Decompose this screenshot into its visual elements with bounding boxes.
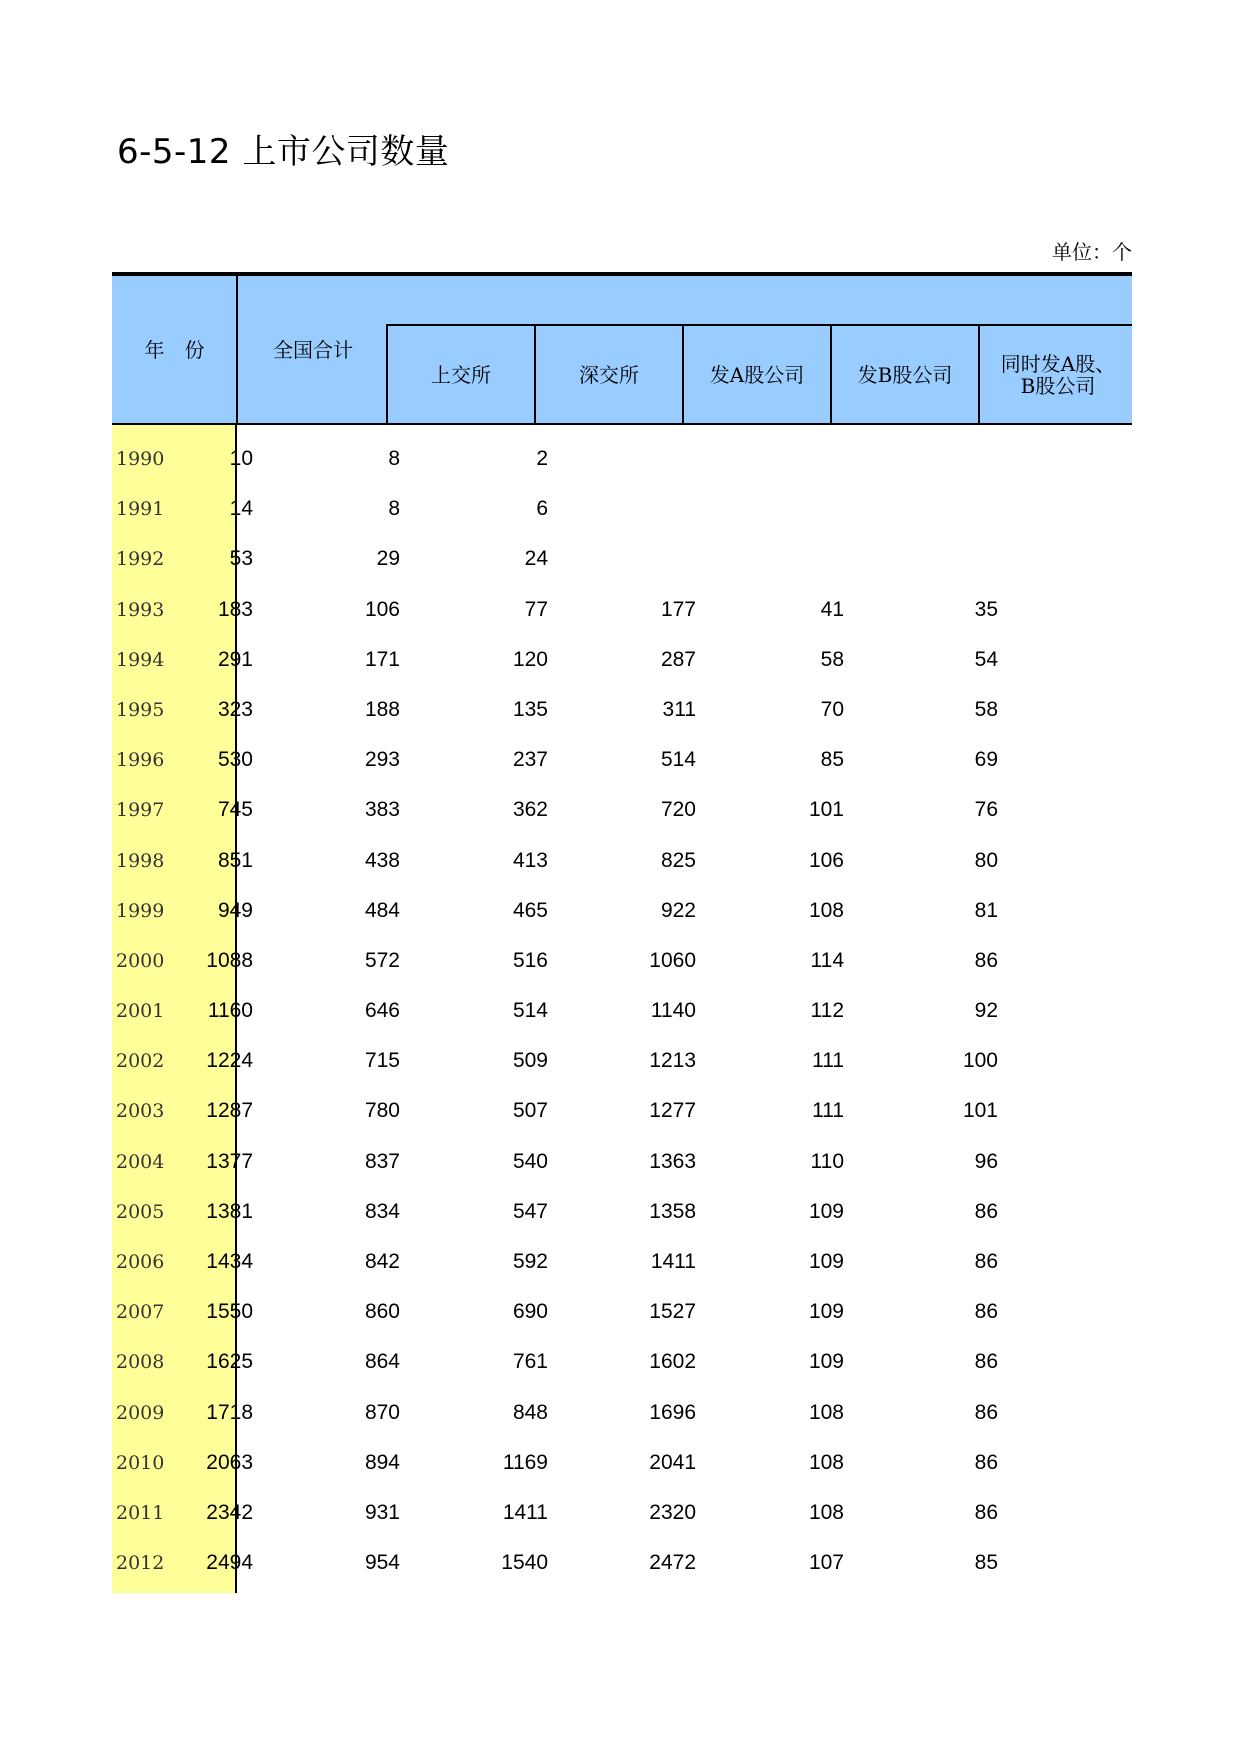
cell-szse: 592 — [512, 1250, 548, 1273]
table-row — [112, 1038, 1132, 1088]
header-szse: 深交所 — [579, 362, 639, 387]
cell-sse: 860 — [364, 1300, 400, 1324]
cell-b-share: 108 — [808, 1400, 844, 1424]
cell-a-share: 1602 — [649, 1350, 696, 1374]
cell-szse: 509 — [512, 1049, 548, 1073]
cell-ab-share: 86 — [974, 1500, 998, 1524]
cell-year: 2012 — [116, 1552, 165, 1575]
cell-a-share: 1527 — [649, 1300, 696, 1324]
table-row — [112, 1540, 1132, 1590]
cell-sse: 188 — [364, 697, 400, 721]
cell-ab-share: 86 — [974, 1450, 998, 1474]
table-row — [112, 1088, 1132, 1138]
table-row — [112, 1289, 1132, 1339]
cell-sse: 894 — [364, 1450, 400, 1474]
cell-a-share: 1363 — [649, 1149, 696, 1173]
cell-b-share: 111 — [812, 1099, 844, 1123]
cell-sse: 8 — [388, 497, 400, 521]
cell-b-share: 106 — [808, 848, 844, 872]
cell-b-share: 109 — [808, 1250, 844, 1273]
cell-ab-share: 96 — [974, 1149, 998, 1173]
cell-year: 1996 — [116, 749, 165, 772]
cell-a-share: 287 — [660, 647, 696, 671]
table-body — [112, 436, 1132, 1590]
cell-a-share: 1213 — [649, 1049, 696, 1073]
cell-a-share: 922 — [660, 898, 696, 922]
cell-szse: 6 — [536, 497, 548, 521]
cell-ab-share: 86 — [974, 1300, 998, 1324]
cell-sse: 293 — [364, 748, 400, 772]
cell-total: 745 — [217, 798, 253, 822]
header-year: 年 份 — [144, 337, 205, 362]
cell-sse: 780 — [364, 1099, 400, 1123]
cell-szse: 413 — [512, 848, 548, 872]
table-row — [112, 988, 1132, 1038]
cell-sse: 931 — [364, 1500, 400, 1524]
cell-ab-share: 54 — [974, 647, 998, 671]
cell-total: 1160 — [207, 999, 253, 1023]
cell-sse: 864 — [364, 1350, 400, 1374]
cell-total: 1718 — [206, 1400, 253, 1424]
cell-year: 2006 — [116, 1251, 165, 1273]
table-header — [112, 272, 1132, 425]
cell-year: 2007 — [116, 1301, 165, 1324]
cell-b-share: 70 — [820, 697, 844, 721]
page-title: 6-5-12 上市公司数量 — [117, 132, 450, 172]
cell-szse: 761 — [512, 1350, 548, 1374]
cell-total: 1088 — [206, 948, 253, 972]
cell-szse: 516 — [512, 948, 548, 972]
cell-sse: 484 — [364, 898, 400, 922]
cell-total: 2342 — [206, 1500, 253, 1524]
cell-b-share: 108 — [808, 1500, 844, 1524]
unit-label: 单位：个 — [1052, 240, 1132, 264]
cell-total: 323 — [217, 697, 253, 721]
cell-a-share: 1140 — [650, 999, 696, 1023]
cell-szse: 507 — [512, 1099, 548, 1123]
table-row — [112, 1189, 1132, 1239]
table-row — [112, 838, 1132, 888]
cell-year: 2002 — [116, 1050, 165, 1073]
cell-szse: 237 — [512, 748, 548, 772]
table-row — [112, 1239, 1132, 1289]
table-row — [112, 1390, 1132, 1440]
cell-ab-share: 101 — [962, 1099, 998, 1123]
cell-year: 1997 — [116, 799, 165, 822]
cell-a-share: 1060 — [649, 948, 696, 972]
cell-sse: 383 — [364, 798, 400, 822]
cell-year: 1993 — [116, 598, 165, 621]
header-total: 全国合计 — [273, 337, 353, 362]
cell-total: 530 — [217, 748, 253, 772]
cell-ab-share: 85 — [974, 1551, 998, 1575]
cell-sse: 715 — [364, 1049, 400, 1073]
cell-a-share: 1358 — [649, 1199, 696, 1223]
cell-a-share: 825 — [660, 848, 696, 872]
table-row — [112, 486, 1132, 536]
cell-ab-share: 69 — [974, 748, 998, 772]
cell-total: 1550 — [206, 1300, 253, 1324]
cell-b-share: 107 — [808, 1551, 844, 1575]
cell-ab-share: 58 — [974, 697, 998, 721]
cell-ab-share: 81 — [974, 898, 998, 922]
cell-a-share: 177 — [660, 597, 696, 621]
cell-year: 2008 — [116, 1351, 165, 1374]
cell-year: 2011 — [116, 1501, 165, 1524]
cell-b-share: 109 — [808, 1300, 844, 1324]
cell-ab-share: 86 — [974, 1199, 998, 1223]
cell-a-share: 311 — [662, 697, 696, 721]
cell-total: 183 — [217, 597, 253, 621]
cell-b-share: 108 — [808, 1450, 844, 1474]
cell-ab-share: 86 — [974, 1400, 998, 1424]
table-row — [112, 1339, 1132, 1389]
table-row — [112, 536, 1132, 586]
cell-szse: 77 — [524, 597, 548, 621]
cell-total: 14 — [229, 497, 253, 521]
cell-year: 1998 — [116, 849, 165, 872]
cell-sse: 29 — [376, 547, 400, 571]
cell-szse: 1169 — [502, 1450, 548, 1474]
cell-b-share: 114 — [810, 948, 844, 972]
cell-a-share: 2472 — [649, 1551, 696, 1575]
cell-szse: 540 — [512, 1149, 548, 1173]
cell-szse: 514 — [512, 999, 548, 1023]
cell-szse: 135 — [512, 697, 548, 721]
cell-year: 1990 — [116, 448, 165, 470]
cell-year: 2009 — [116, 1401, 165, 1424]
cell-b-share: 41 — [820, 597, 844, 621]
cell-total: 1381 — [206, 1199, 253, 1223]
cell-szse: 690 — [512, 1300, 548, 1324]
cell-year: 1999 — [116, 899, 165, 922]
cell-szse: 120 — [512, 647, 548, 671]
cell-a-share: 2320 — [649, 1500, 696, 1524]
cell-year: 2001 — [116, 1000, 165, 1023]
cell-b-share: 58 — [820, 647, 844, 671]
cell-total: 291 — [217, 647, 253, 671]
cell-total: 851 — [217, 848, 253, 872]
table-row — [112, 587, 1132, 637]
cell-sse: 834 — [364, 1199, 400, 1223]
header-b-share: 发B股公司 — [857, 362, 953, 387]
cell-a-share: 1696 — [649, 1400, 696, 1424]
cell-sse: 106 — [364, 597, 400, 621]
cell-a-share: 1411 — [650, 1250, 696, 1273]
header-divider — [978, 324, 980, 423]
cell-ab-share: 92 — [974, 999, 998, 1023]
cell-szse: 24 — [524, 547, 548, 571]
cell-szse: 848 — [512, 1400, 548, 1424]
cell-b-share: 109 — [808, 1350, 844, 1374]
table-row — [112, 687, 1132, 737]
cell-year: 2004 — [116, 1150, 165, 1173]
cell-total: 1377 — [206, 1149, 253, 1173]
cell-a-share: 2041 — [649, 1450, 696, 1474]
cell-sse: 438 — [364, 848, 400, 872]
cell-total: 2494 — [206, 1551, 253, 1575]
cell-sse: 870 — [364, 1400, 400, 1424]
cell-total: 949 — [217, 898, 253, 922]
table-row — [112, 938, 1132, 988]
cell-ab-share: 86 — [974, 1350, 998, 1374]
table-row — [112, 787, 1132, 837]
cell-b-share: 108 — [808, 898, 844, 922]
cell-szse: 1411 — [502, 1500, 548, 1524]
cell-year: 2003 — [116, 1100, 165, 1123]
cell-total: 1224 — [206, 1049, 253, 1073]
cell-szse: 547 — [512, 1199, 548, 1223]
cell-sse: 837 — [364, 1149, 400, 1173]
cell-szse: 2 — [536, 447, 548, 470]
cell-year: 2000 — [116, 949, 165, 972]
header-ab-share: 同时发A股、 B股公司 — [1000, 351, 1116, 398]
cell-ab-share: 100 — [962, 1049, 998, 1073]
cell-sse: 8 — [388, 447, 400, 470]
cell-ab-share: 76 — [974, 798, 998, 822]
cell-sse: 171 — [364, 647, 400, 671]
header-a-share: 发A股公司 — [709, 362, 805, 387]
cell-year: 1992 — [116, 548, 165, 571]
table-row — [112, 1440, 1132, 1490]
cell-sse: 954 — [364, 1551, 400, 1575]
cell-b-share: 85 — [820, 748, 844, 772]
cell-szse: 1540 — [501, 1551, 548, 1575]
cell-b-share: 111 — [812, 1049, 844, 1073]
table-row — [112, 737, 1132, 787]
cell-b-share: 112 — [810, 999, 844, 1023]
cell-year: 1994 — [116, 648, 165, 671]
table-row — [112, 1139, 1132, 1189]
cell-szse: 362 — [512, 798, 548, 822]
cell-ab-share: 86 — [974, 1250, 998, 1273]
cell-year: 1991 — [116, 498, 165, 521]
cell-sse: 572 — [364, 948, 400, 972]
cell-year: 1995 — [116, 698, 165, 721]
cell-szse: 465 — [512, 898, 548, 922]
cell-total: 1434 — [206, 1250, 253, 1273]
cell-ab-share: 35 — [974, 597, 998, 621]
table-row — [112, 888, 1132, 938]
cell-total: 10 — [229, 447, 253, 470]
table-row — [112, 1490, 1132, 1540]
cell-a-share: 1277 — [649, 1099, 696, 1123]
cell-year: 2010 — [116, 1451, 165, 1474]
header-sse: 上交所 — [431, 362, 491, 387]
cell-b-share: 109 — [808, 1199, 844, 1223]
cell-total: 1625 — [206, 1350, 253, 1374]
cell-year: 2005 — [116, 1200, 165, 1223]
cell-sse: 842 — [364, 1250, 400, 1273]
cell-total: 2063 — [206, 1450, 253, 1474]
table-row — [112, 436, 1132, 486]
table-row — [112, 637, 1132, 687]
cell-ab-share: 80 — [974, 848, 998, 872]
cell-total: 1287 — [206, 1099, 253, 1123]
cell-sse: 646 — [364, 999, 400, 1023]
cell-a-share: 514 — [660, 748, 696, 772]
cell-a-share: 720 — [660, 798, 696, 822]
cell-ab-share: 86 — [974, 948, 998, 972]
cell-total: 53 — [229, 547, 253, 571]
cell-b-share: 110 — [810, 1149, 844, 1173]
cell-b-share: 101 — [808, 798, 844, 822]
